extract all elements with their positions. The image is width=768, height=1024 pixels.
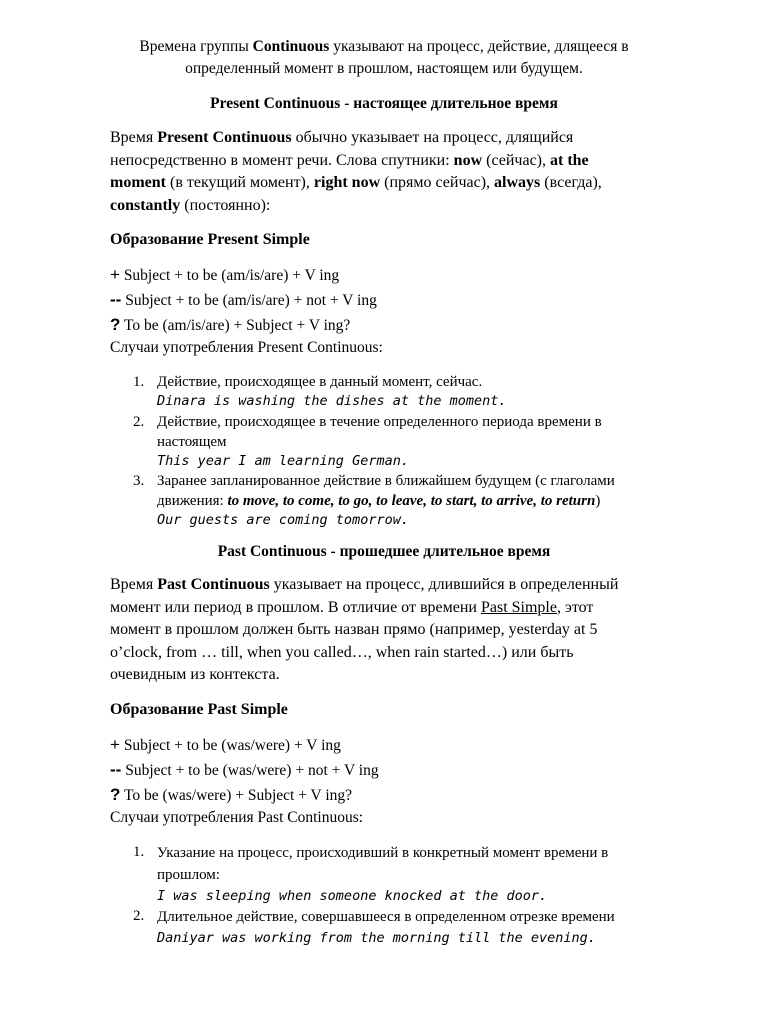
present-formula-question: ? To be (am/is/are) + Subject + V ing? bbox=[110, 315, 351, 334]
item-text-cont: прошлом: bbox=[157, 867, 220, 883]
item-text: Указание на процесс, происходивший в конкретный момент времени в bbox=[157, 845, 609, 861]
present-usage-list bbox=[133, 372, 713, 530]
item-text: Заранее запланированное действие в ближайшем будущем (с глаголами bbox=[157, 473, 615, 489]
list-item bbox=[133, 842, 723, 906]
item-example: This year I am learning German. bbox=[157, 453, 409, 469]
past-desc-line-1: Время Past Continuous указывает на процесс, длившийся в определенный bbox=[110, 576, 619, 593]
minus-sign: -- bbox=[110, 760, 122, 779]
present-desc-line-4: constantly (постоянно): bbox=[110, 196, 271, 214]
past-simple-link: Past Simple bbox=[480, 598, 557, 616]
present-desc-line-3: moment (в текущий момент), right now (прямо сейчас), always (всегда), bbox=[110, 174, 602, 191]
past-formula-negative: -- Subject + to be (was/were) + not + V ing bbox=[110, 760, 379, 779]
minus-sign: -- bbox=[110, 290, 122, 309]
question-sign: ? bbox=[110, 315, 121, 334]
plus-sign: + bbox=[110, 265, 120, 284]
plus-sign: + bbox=[110, 735, 120, 754]
past-formula-question: ? To be (was/were) + Subject + V ing? bbox=[110, 785, 353, 804]
past-usage-heading: Случаи употребления Past Continuous: bbox=[110, 809, 364, 826]
past-heading: Past Continuous - прошедшее длительное время bbox=[217, 543, 551, 560]
past-formula-positive: + Subject + to be (was/were) + V ing bbox=[110, 735, 341, 754]
past-desc-line-3: момент в прошлом должен быть назван прямо (например, yesterday at 5 bbox=[110, 621, 598, 638]
item-text-cont: движения: to move, to come, to go, to leave, to start, to arrive, to return) bbox=[157, 493, 601, 509]
past-description bbox=[110, 574, 710, 687]
present-formula-positive: + Subject + to be (am/is/are) + V ing bbox=[110, 265, 340, 284]
list-item bbox=[133, 906, 723, 950]
present-description bbox=[110, 127, 710, 217]
intro-paragraph bbox=[60, 36, 708, 80]
item-number: 1. bbox=[133, 844, 145, 860]
list-item bbox=[133, 412, 713, 471]
item-text-cont: настоящем bbox=[157, 434, 227, 450]
list-item bbox=[133, 471, 713, 530]
intro-line-2: определенный момент в прошлом, настоящем или будущем. bbox=[185, 60, 583, 77]
present-desc-line-2: непосредственно в момент речи. Слова спутники: now (сейчас), at the bbox=[110, 151, 589, 169]
item-example: Daniyar was working from the morning till the evening. bbox=[157, 930, 596, 946]
item-text: Длительное действие, совершавшееся в определенном отрезке времени bbox=[157, 909, 615, 925]
item-number: 3. bbox=[133, 473, 145, 489]
present-usage-heading: Случаи употребления Present Continuous: bbox=[110, 339, 383, 356]
item-example: Dinara is washing the dishes at the moment. bbox=[157, 393, 507, 409]
intro-line-1: Времена группы Continuous указывают на процесс, действие, длящееся в bbox=[139, 38, 629, 55]
past-desc-line-4: o’clock, from … till, when you called…, when rain started…) или быть bbox=[110, 643, 574, 661]
present-desc-line-1: Время Present Continuous обычно указывает на процесс, длящийся bbox=[110, 129, 574, 146]
present-heading: Present Continuous - настоящее длительное время bbox=[210, 95, 558, 112]
item-number: 2. bbox=[133, 908, 145, 924]
present-formula-negative: -- Subject + to be (am/is/are) + not + V ing bbox=[110, 290, 377, 309]
present-formation-heading: Образование Present Simple bbox=[110, 231, 310, 248]
item-number: 2. bbox=[133, 414, 145, 430]
past-desc-line-5: очевидным из контекста. bbox=[110, 666, 280, 683]
item-text: Действие, происходящее в течение определенного периода времени в bbox=[157, 414, 602, 430]
item-number: 1. bbox=[133, 374, 145, 390]
past-usage-list bbox=[133, 842, 723, 950]
question-sign: ? bbox=[110, 785, 121, 804]
list-item bbox=[133, 372, 713, 412]
past-desc-line-2: момент или период в прошлом. В отличие от времени Past Simple, этот bbox=[110, 598, 594, 616]
term-continuous: Continuous bbox=[252, 38, 330, 55]
item-example: I was sleeping when someone knocked at the door. bbox=[157, 888, 548, 904]
item-example: Our guests are coming tomorrow. bbox=[157, 512, 409, 528]
item-text: Действие, происходящее в данный момент, сейчас. bbox=[157, 374, 483, 390]
past-formation-heading: Образование Past Simple bbox=[110, 701, 288, 718]
